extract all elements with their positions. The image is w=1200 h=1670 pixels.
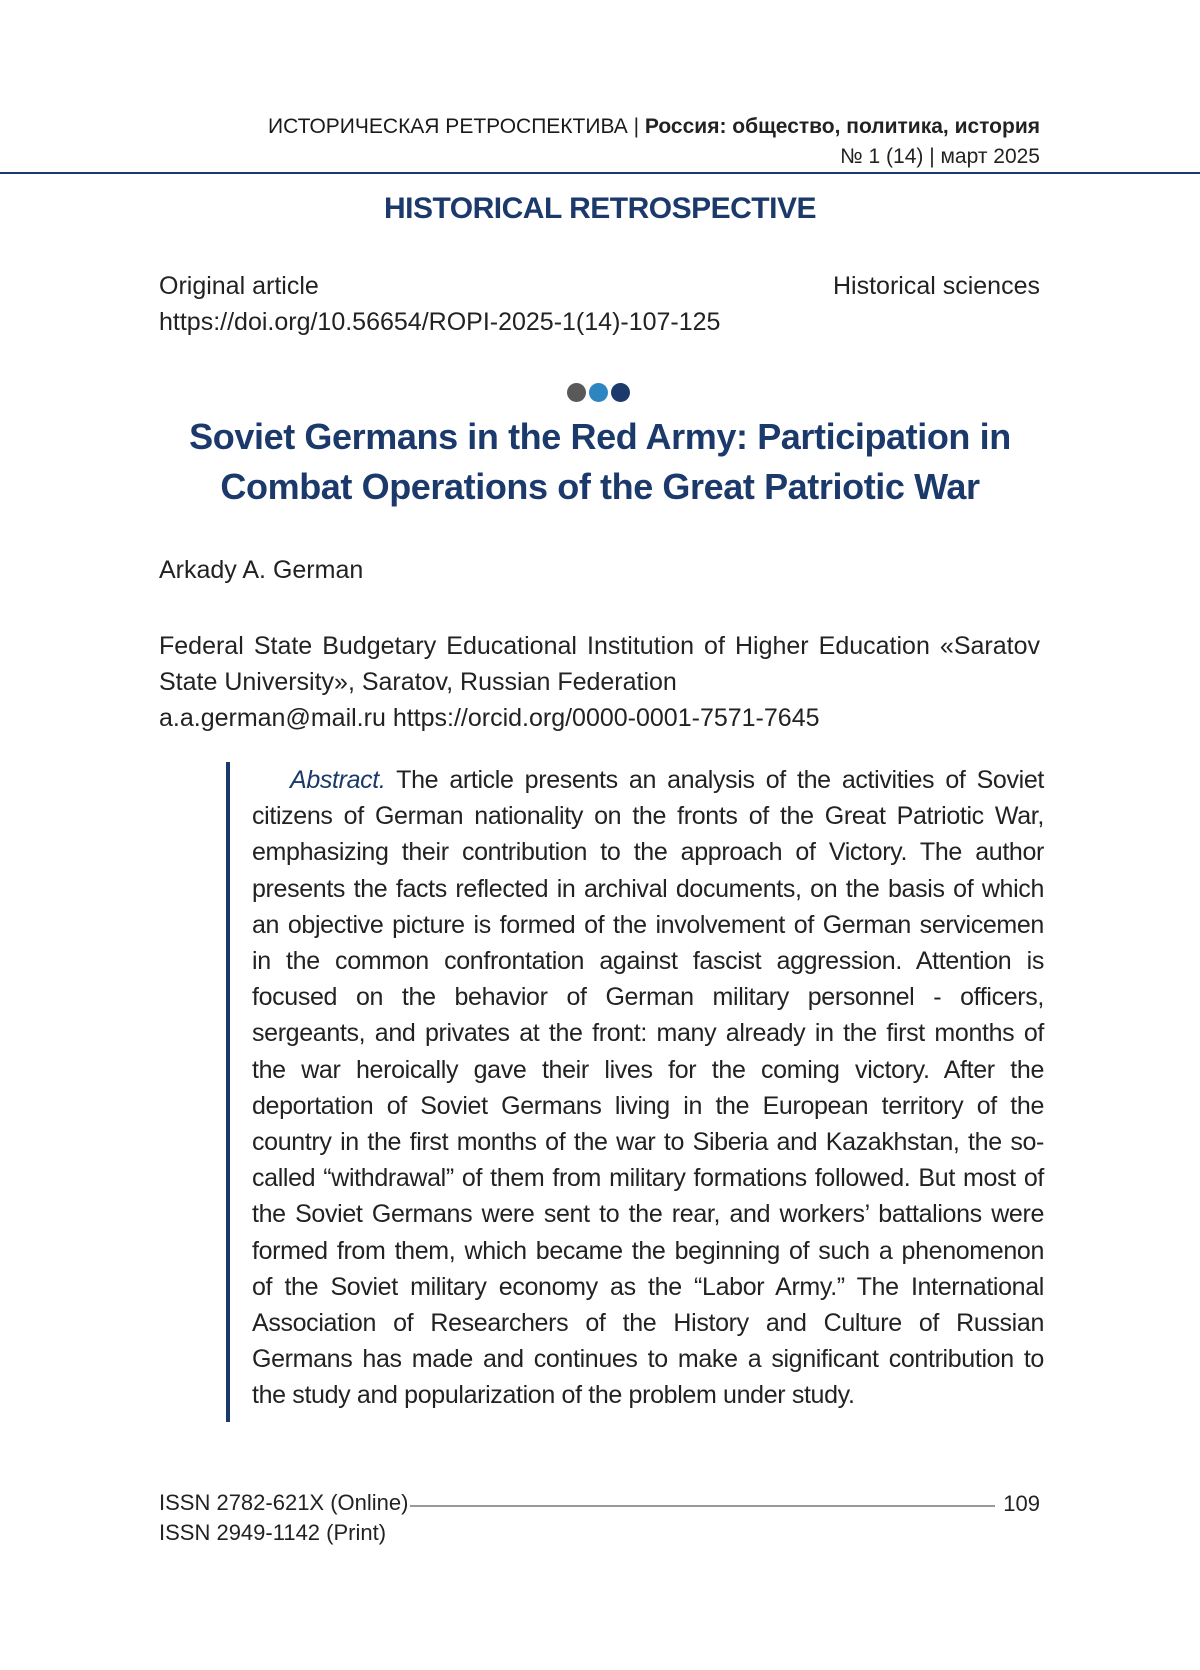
- article-type: Original article: [159, 272, 319, 300]
- abstract-block: [226, 762, 1044, 1422]
- issn-print: ISSN 2949-1142 (Print): [159, 1520, 387, 1545]
- ornament-dot-gray: [567, 383, 586, 402]
- ornament-dot-blue: [589, 383, 608, 402]
- header-divider: [0, 172, 1200, 174]
- footer: [159, 1488, 1040, 1548]
- journal-title-line: [268, 112, 1040, 142]
- discipline: Historical sciences: [832, 272, 1040, 300]
- abstract: [252, 762, 1044, 1414]
- abstract-text: The article presents an analysis of the activities of Soviet citizens of German nationality on the fronts of the Great Patriotic War, emphasizing their contribution to the approach of Victory. The author presents the facts reflected in archival documents, on the basis of which an objective picture is formed of the involvement of German servicemen in the common confrontation against fascist aggression. Attention is focused on the behavior of German military personnel - officers, sergeants, and privates at the front: many already in the first months of the war heroically gave their lives for the coming victory. After the deportation of Soviet Germans living in the European territory of the country in the first months of the war to Siberia and Kazakhstan, the so-called “withdrawal” of them from military formations followed. But most of the Soviet Germans were sent to the rear, and workers’ battalions were formed from them, which became the beginning of such a phenomenon of the Soviet military economy as the “Labor Army.” The International Association of Researchers of the History and Culture of Russian Germans has made and continues to make a significant contribution to the study and popularization of the problem under study.: [252, 766, 1044, 1410]
- ornament-dots: [567, 383, 630, 402]
- affiliation-text: Federal State Budgetary Educational Institution of Higher Education «Saratov State University», Saratov, Russian Federation: [159, 632, 1040, 696]
- article-title-line-2: Combat Operations of the Great Patriotic War: [220, 466, 980, 507]
- author-name: Arkady A. German: [159, 556, 364, 584]
- author-contact: [159, 700, 1040, 736]
- running-header: [268, 112, 1040, 172]
- article-meta: [159, 268, 1040, 340]
- article-title: [160, 412, 1040, 512]
- ornament-dot-navy: [611, 383, 630, 402]
- section-title: HISTORICAL RETROSPECTIVE: [384, 192, 816, 225]
- page-number: 109: [1003, 1491, 1040, 1516]
- author-email[interactable]: a.a.german@mail.ru: [159, 704, 386, 732]
- journal-title: ИСТОРИЧЕСКАЯ РЕТРОСПЕКТИВА: [268, 115, 628, 138]
- article-title-line-1: Soviet Germans in the Red Army: Participation in: [189, 416, 1011, 457]
- issue-info: № 1 (14) | март 2025: [840, 145, 1040, 168]
- author-affiliation: [159, 628, 1040, 736]
- footer-divider: [410, 1505, 995, 1507]
- abstract-label: Abstract.: [290, 766, 386, 794]
- journal-subtitle: Россия: общество, политика, история: [644, 115, 1040, 138]
- header-separator: |: [627, 115, 645, 138]
- issn-online: ISSN 2782-621X (Online): [159, 1490, 409, 1515]
- doi-link[interactable]: https://doi.org/10.56654/ROPI-2025-1(14)-107-125: [159, 308, 721, 336]
- author-orcid[interactable]: https://orcid.org/0000-0001-7571-7645: [392, 704, 820, 732]
